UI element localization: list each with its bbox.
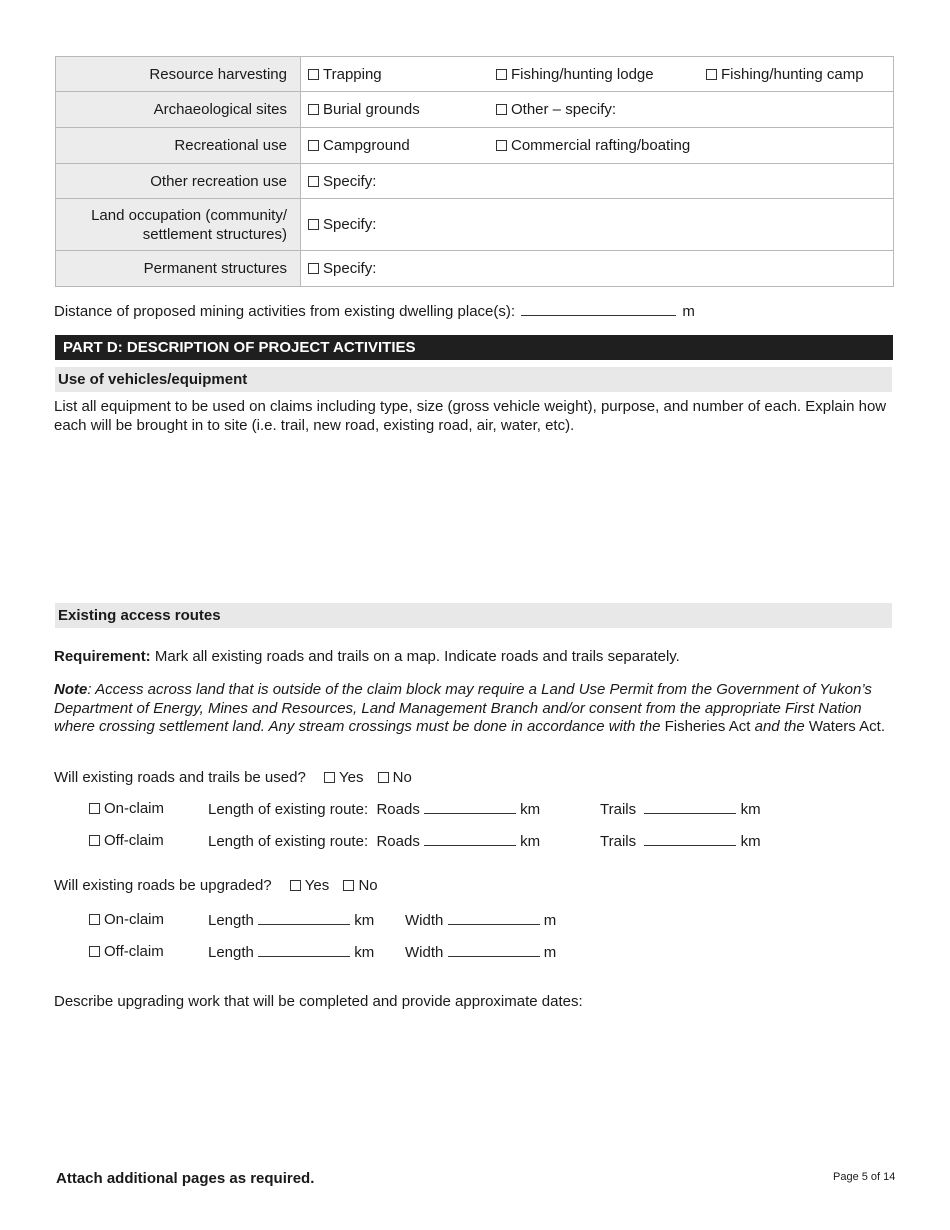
table-row	[56, 251, 894, 287]
describe-upgrading-label: Describe upgrading work that will be completed and provide approximate dates:	[54, 993, 583, 1010]
roads-used-no-checkbox[interactable]: No	[378, 769, 412, 786]
upgrade-off-claim-length-input[interactable]	[258, 944, 350, 957]
checkbox-icon	[89, 914, 100, 925]
distance-unit: m	[682, 303, 695, 320]
row-label: Archaeological sites	[56, 92, 301, 128]
vehicles-instructions: List all equipment to be used on claims including type, size (gross vehicle weight), purpose, and number of each. Explain how each will be brought in to site (i.e. trail, new road, existing road, air, water, etc).	[54, 398, 887, 434]
checkbox-icon	[308, 104, 319, 115]
checkbox-icon	[496, 104, 507, 115]
row-label: Recreational use	[56, 128, 301, 164]
land-occupation-specify-checkbox[interactable]: Specify:	[308, 216, 376, 233]
checkbox-icon	[308, 140, 319, 151]
page-number: Page 5 of 14	[833, 1171, 896, 1183]
part-d-header: PART D: DESCRIPTION OF PROJECT ACTIVITIES	[55, 335, 893, 360]
row-label: Other recreation use	[56, 164, 301, 199]
upgrade-on-claim-length-input[interactable]	[258, 912, 350, 925]
roads-used-question: Will existing roads and trails be used? Yes No	[54, 769, 412, 786]
fishing-hunting-lodge-checkbox[interactable]: Fishing/hunting lodge	[496, 66, 654, 83]
existing-off-claim-trails: Trails km	[600, 833, 761, 850]
distance-input[interactable]	[521, 303, 676, 316]
other-specify-checkbox[interactable]: Other – specify:	[496, 101, 616, 118]
roads-used-yes-checkbox[interactable]: Yes	[324, 769, 363, 786]
checkbox-icon	[706, 69, 717, 80]
access-heading: Existing access routes	[55, 603, 892, 628]
checkbox-icon	[378, 772, 389, 783]
table-row	[56, 164, 894, 199]
roads-upgraded-no-checkbox[interactable]: No	[343, 877, 377, 894]
existing-on-claim-checkbox[interactable]: On-claim	[89, 800, 164, 817]
table-row	[56, 199, 894, 251]
upgrade-on-claim-width: Width m	[405, 912, 557, 929]
existing-off-claim-lengths: Length of existing route: Roads km	[208, 833, 541, 850]
upgrade-on-claim-checkbox[interactable]: On-claim	[89, 911, 164, 928]
checkbox-icon	[308, 263, 319, 274]
upgrade-off-claim-width: Width m	[405, 944, 557, 961]
row-label: Resource harvesting	[56, 57, 301, 92]
distance-label: Distance of proposed mining activities from existing dwelling place(s):	[54, 303, 516, 320]
off-claim-trails-length-input[interactable]	[644, 833, 736, 846]
other-recreation-specify-checkbox[interactable]: Specify:	[308, 173, 376, 190]
requirement-text: Requirement: Mark all existing roads and trails on a map. Indicate roads and trails separately.	[54, 648, 680, 665]
table-row	[56, 57, 894, 92]
on-claim-trails-length-input[interactable]	[644, 801, 736, 814]
attach-pages-note: Attach additional pages as required.	[56, 1170, 315, 1187]
upgrade-off-claim-checkbox[interactable]: Off-claim	[89, 943, 164, 960]
upgrade-on-claim-width-input[interactable]	[448, 912, 540, 925]
existing-on-claim-lengths: Length of existing route: Roads km	[208, 801, 541, 818]
row-label: Land occupation (community/ settlement structures)	[56, 199, 301, 251]
upgrade-off-claim-length: Length km	[208, 944, 375, 961]
checkbox-icon	[308, 219, 319, 230]
checkbox-icon	[89, 835, 100, 846]
distance-row	[54, 303, 695, 320]
vehicles-answer-area[interactable]	[54, 440, 892, 595]
checkbox-icon	[308, 69, 319, 80]
checkbox-icon	[89, 803, 100, 814]
checkbox-icon	[496, 69, 507, 80]
commercial-rafting-checkbox[interactable]: Commercial rafting/boating	[496, 137, 690, 154]
checkbox-icon	[290, 880, 301, 891]
land-use-table	[55, 56, 894, 287]
roads-upgraded-yes-checkbox[interactable]: Yes	[290, 877, 329, 894]
row-label: Permanent structures	[56, 251, 301, 287]
roads-upgraded-question: Will existing roads be upgraded? Yes No	[54, 877, 378, 894]
note-text: Note: Access across land that is outside of the claim block may require a Land Use Permit from the Government of Yukon’s Department of Energy, Mines and Resources, Land Management Branch and/or consent from the appropriate First Nation where crossing settlement land. Any stream crossings must be done in accordance with the Fisheries Act and the Waters Act.	[54, 681, 885, 735]
checkbox-icon	[343, 880, 354, 891]
trapping-checkbox[interactable]: Trapping	[308, 66, 382, 83]
vehicles-heading: Use of vehicles/equipment	[55, 367, 892, 392]
upgrading-answer-area[interactable]	[54, 1018, 892, 1158]
checkbox-icon	[89, 946, 100, 957]
table-row	[56, 128, 894, 164]
off-claim-roads-length-input[interactable]	[424, 833, 516, 846]
fishing-hunting-camp-checkbox[interactable]: Fishing/hunting camp	[706, 66, 864, 83]
burial-grounds-checkbox[interactable]: Burial grounds	[308, 101, 420, 118]
checkbox-icon	[308, 176, 319, 187]
upgrade-off-claim-width-input[interactable]	[448, 944, 540, 957]
campground-checkbox[interactable]: Campground	[308, 137, 410, 154]
upgrade-on-claim-length: Length km	[208, 912, 375, 929]
on-claim-roads-length-input[interactable]	[424, 801, 516, 814]
checkbox-icon	[496, 140, 507, 151]
existing-on-claim-trails: Trails km	[600, 801, 761, 818]
permanent-structures-specify-checkbox[interactable]: Specify:	[308, 260, 376, 277]
table-row	[56, 92, 894, 128]
existing-off-claim-checkbox[interactable]: Off-claim	[89, 832, 164, 849]
checkbox-icon	[324, 772, 335, 783]
